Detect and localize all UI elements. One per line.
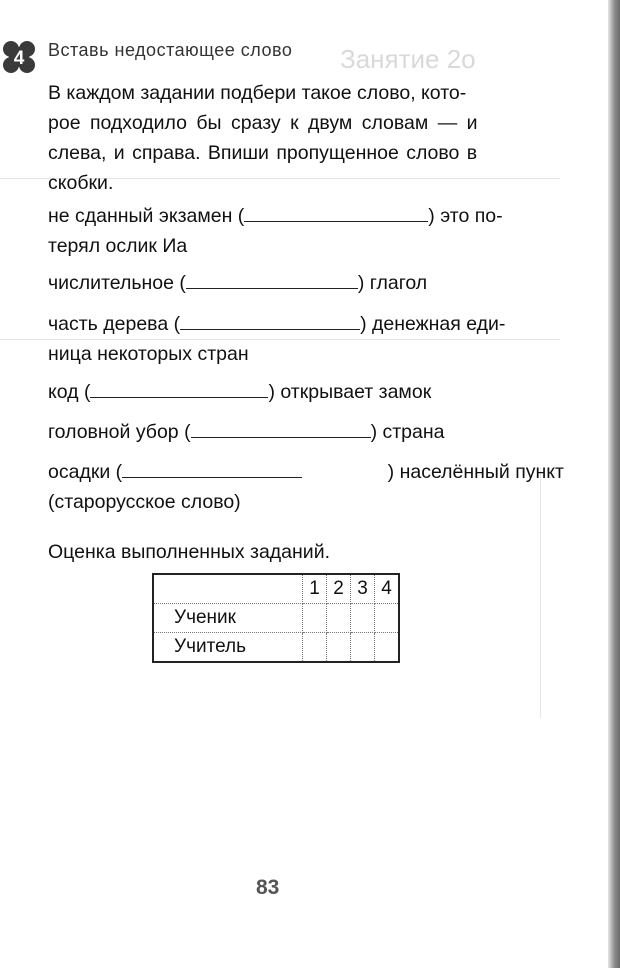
exercise-right-word: ) глагол bbox=[357, 272, 428, 294]
exercise-1 bbox=[48, 201, 564, 261]
exercise-right-word: ) открывает замок bbox=[268, 381, 432, 403]
grade-cell[interactable] bbox=[303, 604, 327, 633]
exercise-2 bbox=[48, 268, 564, 298]
grade-cell[interactable] bbox=[303, 633, 327, 663]
table-row bbox=[153, 604, 399, 633]
instruction-line: скобки. bbox=[48, 172, 114, 194]
exercise-left-word: код ( bbox=[48, 381, 91, 403]
exercise-right-word: ) страна bbox=[370, 421, 445, 443]
table-header-row bbox=[153, 574, 399, 604]
grade-cell[interactable] bbox=[351, 633, 375, 663]
grade-cell[interactable] bbox=[327, 604, 351, 633]
exercise-3 bbox=[48, 309, 564, 369]
answer-blank[interactable] bbox=[180, 309, 360, 330]
task-number: 4 bbox=[13, 48, 25, 69]
grade-cell[interactable] bbox=[327, 633, 351, 663]
exercise-5 bbox=[48, 417, 564, 447]
exercise-continuation: (старорусское слово) bbox=[48, 491, 241, 513]
answer-blank[interactable] bbox=[186, 268, 358, 289]
evaluation-table bbox=[152, 573, 400, 663]
task-number-badge bbox=[2, 40, 36, 74]
show-through-text: Занятие 2о bbox=[340, 44, 476, 74]
task-title: Вставь недостающее слово bbox=[48, 40, 293, 60]
instruction-line: рое подходило бы сразу к двум словам — и bbox=[48, 112, 478, 134]
grade-cell[interactable] bbox=[375, 604, 400, 633]
task-instructions bbox=[48, 78, 564, 198]
column-header: 4 bbox=[375, 574, 400, 604]
page-number: 83 bbox=[256, 876, 280, 899]
exercise-right-word: ) денежная еди- bbox=[360, 313, 506, 335]
exercise-right-word: ) это по- bbox=[428, 205, 503, 227]
column-header: 1 bbox=[303, 574, 327, 604]
row-label: Ученик bbox=[153, 604, 303, 633]
table-corner-cell bbox=[153, 574, 303, 604]
instruction-line: слева, и справа. Впиши пропущенное слово в bbox=[48, 142, 478, 164]
evaluation-caption: Оценка выполненных заданий. bbox=[48, 541, 330, 563]
page-edge bbox=[608, 0, 620, 968]
exercise-left-word: осадки ( bbox=[48, 461, 123, 483]
answer-blank[interactable] bbox=[90, 377, 268, 398]
exercise-left-word: головной убор ( bbox=[48, 421, 191, 443]
exercise-6 bbox=[48, 457, 564, 517]
table-row bbox=[153, 633, 399, 663]
answer-blank[interactable] bbox=[191, 417, 371, 438]
exercise-left-word: не сданный экзамен ( bbox=[48, 205, 245, 227]
answer-blank[interactable] bbox=[244, 201, 428, 222]
grade-cell[interactable] bbox=[351, 604, 375, 633]
exercise-continuation: ница некоторых стран bbox=[48, 343, 249, 365]
answer-blank[interactable] bbox=[122, 457, 302, 478]
exercise-left-word: часть дерева ( bbox=[48, 313, 181, 335]
row-label: Учитель bbox=[153, 633, 303, 663]
instruction-line: В каждом задании подбери такое слово, кото- bbox=[48, 82, 467, 104]
column-header: 2 bbox=[327, 574, 351, 604]
column-header: 3 bbox=[351, 574, 375, 604]
exercise-right-word: ) населённый пункт bbox=[387, 461, 564, 483]
exercise-continuation: терял ослик Иа bbox=[48, 235, 188, 257]
exercise-left-word: числительное ( bbox=[48, 272, 186, 294]
grade-cell[interactable] bbox=[375, 633, 400, 663]
exercise-4 bbox=[48, 377, 564, 407]
